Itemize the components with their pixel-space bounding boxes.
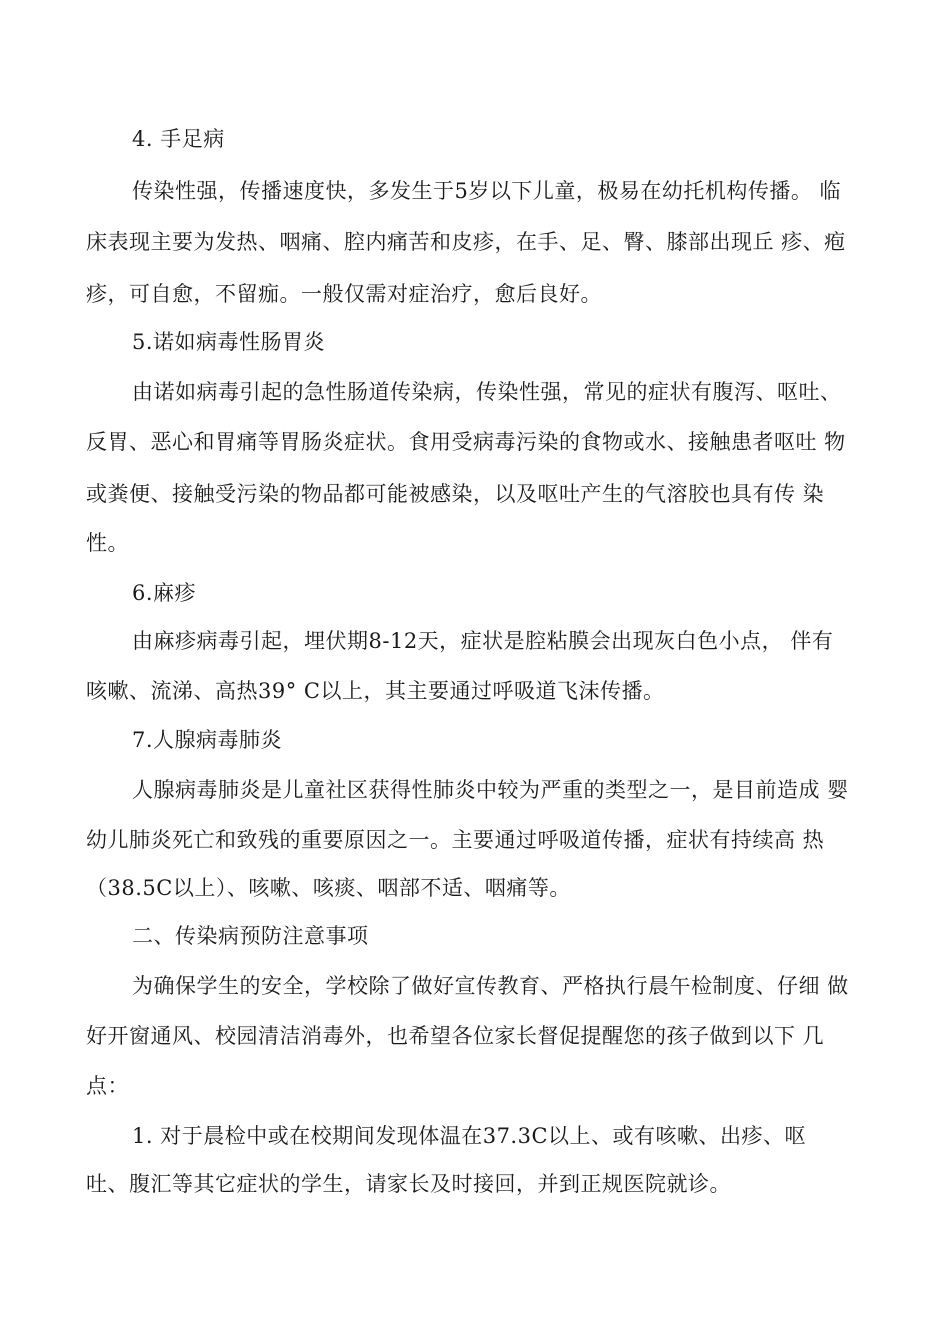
section-heading-prevention: 二、传染病预防注意事项: [132, 924, 369, 948]
paragraph-line: （38.5C以上）、咳嗽、咳痰、咽部不适、咽痛等。: [86, 876, 571, 900]
paragraph-line: 床表现主要为发热、咽痛、腔内痛苦和皮疹，在手、足、臀、膝部出现丘 疹、疱: [86, 230, 846, 254]
paragraph-line: 或粪便、接触受污染的物品都可能被感染，以及呕吐产生的气溶胶也具有传 染: [86, 482, 825, 506]
paragraph-line: 咳嗽、流涕、高热39° C以上，其主要通过呼吸道飞沫传播。: [86, 679, 665, 703]
paragraph-line: 幼儿肺炎死亡和致残的重要原因之一。主要通过呼吸道传播，症状有持续高 热: [86, 828, 825, 852]
heading-norovirus: 5.诺如病毒性肠胃炎: [132, 330, 326, 354]
paragraph-line: 人腺病毒肺炎是儿童社区获得性肺炎中较为严重的类型之一，是目前造成 婴: [132, 778, 849, 802]
heading-adenovirus-pneumonia: 7.人腺病毒肺炎: [132, 728, 283, 752]
numbered-item: 1. 对于晨检中或在校期间发现体温在37.3C以上、或有咳嗽、出疹、呕: [132, 1124, 807, 1148]
paragraph-line: 疹，可自愈，不留痂。一般仅需对症治疗，愈后良好。: [86, 282, 602, 306]
paragraph-line: 为确保学生的安全，学校除了做好宣传教育、严格执行晨午检制度、仔细 做: [132, 974, 849, 998]
paragraph-line: 由诺如病毒引起的急性肠道传染病，传染性强，常见的症状有腹泻、呕吐、: [132, 380, 842, 404]
paragraph-line: 点：: [86, 1074, 129, 1098]
paragraph-line: 吐、腹汇等其它症状的学生，请家长及时接回，并到正规医院就诊。: [86, 1172, 731, 1196]
paragraph-line: 性。: [86, 531, 129, 555]
paragraph-line: 由麻疹病毒引起，埋伏期8-12天，症状是腔粘膜会出现灰白色小点， 伴有: [132, 629, 834, 653]
paragraph-line: 传染性强，传播速度快，多发生于5岁以下儿童，极易在幼托机构传播。 临: [132, 179, 842, 203]
paragraph-line: 好开窗通风、校园清洁消毒外，也希望各位家长督促提醒您的孩子做到以下 几: [86, 1024, 825, 1048]
paragraph-line: 反胃、恶心和胃痛等胃肠炎症状。食用受病毒污染的食物或水、接触患者呕吐 物: [86, 430, 846, 454]
heading-hand-foot-disease: 4. 手足病: [132, 127, 225, 151]
heading-measles: 6.麻疹: [132, 581, 197, 605]
